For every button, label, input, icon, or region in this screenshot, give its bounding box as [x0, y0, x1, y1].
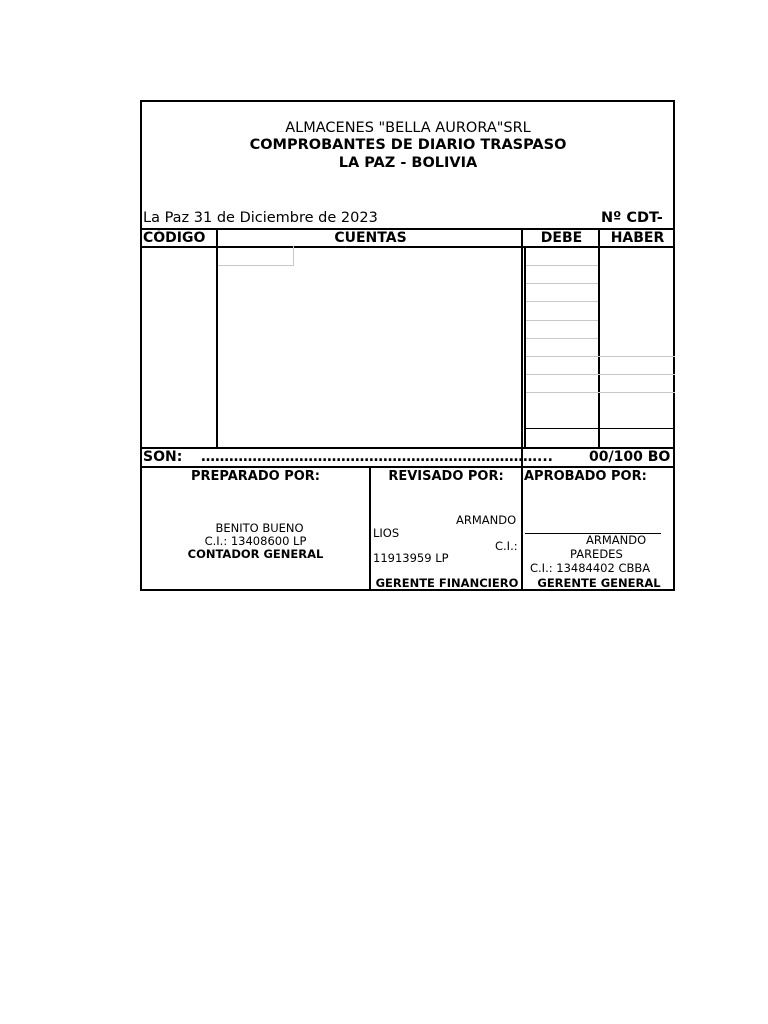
signature-divider-2: [521, 466, 523, 591]
cell-grid-line: [526, 301, 598, 302]
approved-by-label: APROBADO POR:: [524, 469, 647, 484]
approved-by-name-cont: PAREDES: [570, 547, 623, 561]
son-suffix: 00/100 BO: [589, 450, 671, 464]
column-header-cuentas: CUENTAS: [334, 230, 407, 246]
column-divider-debe: [598, 228, 600, 448]
table-header-border: [140, 246, 675, 248]
reviewed-by-name-cont: LIOS: [373, 526, 400, 540]
approved-by-ci: C.I.: 13484402 CBBA: [530, 561, 651, 575]
cell-grid-line: [526, 320, 598, 321]
voucher-form: [140, 100, 675, 591]
approved-by-role: GERENTE GENERAL: [537, 576, 661, 590]
prepared-by-name: BENITO BUENO: [215, 521, 304, 535]
approved-by-name: ARMANDO: [586, 533, 647, 547]
prepared-by-label: PREPARADO POR:: [190, 469, 321, 484]
signature-row-top-border: [140, 466, 675, 468]
son-label: SON:: [143, 449, 183, 465]
cell-grid-line: [218, 265, 294, 266]
reviewed-by-ci-label: C.I.:: [495, 539, 518, 553]
company-name: ALMACENES "BELLA AURORA"SRL: [285, 120, 531, 136]
prepared-by-ci: C.I.: 13408600 LP: [204, 534, 307, 548]
prepared-by-role: CONTADOR GENERAL: [187, 547, 324, 561]
son-row-top-border: [140, 447, 675, 449]
document-number-label: Nº CDT-: [601, 210, 663, 226]
cell-grid-line: [526, 374, 675, 375]
cell-grid-line: [526, 356, 675, 357]
column-divider-codigo: [216, 228, 218, 448]
reviewed-by-role: GERENTE FINANCIERO: [375, 576, 519, 590]
reviewed-by-name: ARMANDO: [456, 513, 517, 527]
reviewed-by-label: REVISADO POR:: [388, 469, 504, 484]
column-divider-cuentas: [521, 228, 523, 467]
cell-grid-line: [526, 265, 598, 266]
cell-grid-line: [526, 392, 675, 393]
table-top-border: [140, 228, 675, 230]
cell-grid-line: [526, 338, 598, 339]
document-location: LA PAZ - BOLIVIA: [338, 155, 478, 171]
cell-grid-line: [526, 283, 598, 284]
column-header-debe: DEBE: [540, 230, 583, 246]
son-dots: ………………………………………………………………...: [201, 450, 553, 464]
column-divider-debe-inner: [524, 246, 526, 448]
totals-row-border: [524, 428, 675, 429]
cell-grid-line: [293, 246, 294, 265]
document-title: COMPROBANTES DE DIARIO TRASPASO: [249, 137, 567, 153]
reviewed-by-ci-number: 11913959 LP: [373, 551, 449, 565]
column-header-haber: HABER: [610, 230, 665, 246]
date-line: La Paz 31 de Diciembre de 2023: [143, 210, 378, 226]
column-header-codigo: CÓDIGO: [143, 230, 206, 246]
